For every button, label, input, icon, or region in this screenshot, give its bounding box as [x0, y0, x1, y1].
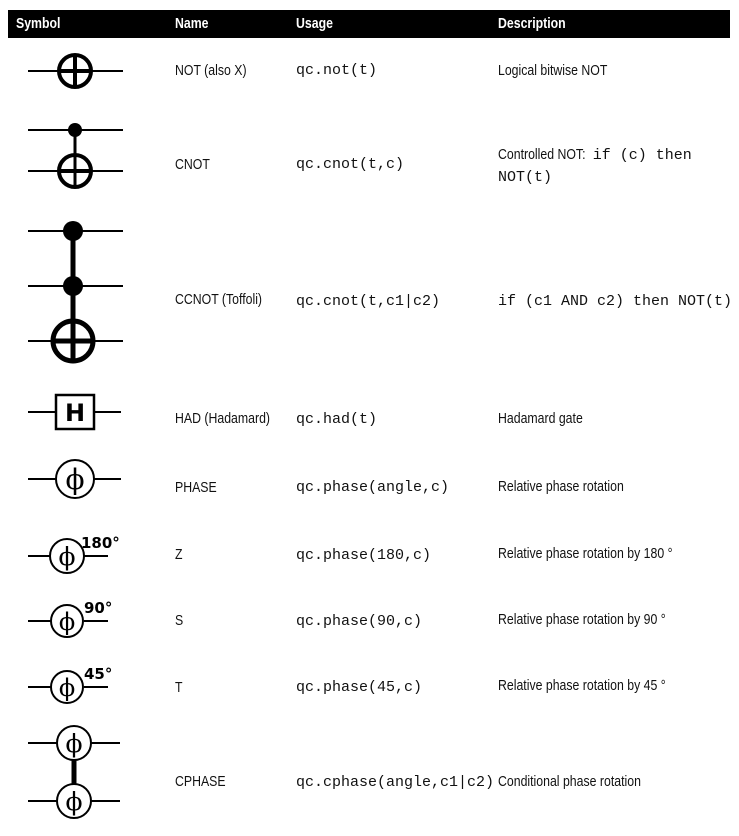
table-row: [8, 514, 730, 580]
gate-angle: 45°: [84, 665, 113, 683]
row-description: Relative phase rotation by 90 °: [498, 611, 666, 628]
gate-label: ϕ: [65, 787, 83, 816]
cphase-gate-icon: [8, 712, 168, 836]
gate-label: H: [64, 399, 86, 427]
table-row: [8, 712, 730, 836]
row-name: CCNOT (Toffoli): [175, 291, 263, 308]
row-description: Hadamard gate: [498, 410, 583, 427]
gate-label: ϕ: [58, 542, 76, 571]
table-header: [8, 10, 730, 38]
row-description: if (c1 AND c2) then NOT(t): [498, 293, 733, 310]
table-row: [8, 104, 730, 210]
cnot-gate-icon: [8, 104, 168, 210]
row-description: Logical bitwise NOT: [498, 62, 608, 79]
header-symbol: Symbol: [16, 15, 61, 32]
row-name: CNOT: [175, 156, 210, 173]
gate-label: ϕ: [58, 608, 76, 636]
table-row: [8, 444, 730, 514]
row-usage: qc.not(t): [296, 62, 378, 79]
table-row: [8, 580, 730, 646]
row-description: Relative phase rotation: [498, 478, 624, 495]
header-usage: Usage: [296, 15, 333, 32]
row-usage: qc.cphase(angle,c1|c2): [296, 774, 495, 791]
row-name: CPHASE: [175, 773, 226, 790]
table-row: [8, 646, 730, 712]
row-name: S: [175, 612, 184, 629]
not-gate-icon: [8, 38, 168, 104]
row-name: PHASE: [175, 479, 217, 496]
row-name: Z: [175, 546, 183, 563]
gate-label: ϕ: [65, 729, 83, 758]
row-usage: qc.had(t): [296, 411, 378, 428]
header-description: Description: [498, 15, 566, 32]
description-code: NOT(t): [498, 169, 553, 186]
z-gate-icon: [8, 514, 168, 580]
table-row: [8, 38, 730, 104]
gate-label: ϕ: [58, 674, 76, 702]
table-row: [8, 210, 733, 380]
ccnot-gate-icon: [8, 210, 168, 380]
row-usage: qc.cnot(t,c): [296, 156, 405, 173]
row-usage: qc.phase(angle,c): [296, 479, 450, 496]
table-row: [8, 380, 730, 444]
gate-angle: 180°: [81, 534, 120, 552]
description-text: Controlled NOT:: [498, 146, 586, 163]
row-description: Relative phase rotation by 180 °: [498, 545, 673, 562]
row-usage: qc.phase(45,c): [296, 679, 423, 696]
row-usage: qc.phase(90,c): [296, 613, 423, 630]
gate-angle: 90°: [84, 599, 113, 617]
t-gate-icon: [8, 646, 168, 712]
description-code: if (c) then: [592, 147, 692, 164]
row-name: HAD (Hadamard): [175, 410, 271, 427]
gate-label: ϕ: [65, 463, 85, 496]
header-name: Name: [175, 15, 209, 32]
hadamard-gate-icon: [8, 380, 168, 444]
s-gate-icon: [8, 580, 168, 646]
row-usage: qc.phase(180,c): [296, 547, 432, 564]
row-name: T: [175, 679, 183, 696]
row-description: Conditional phase rotation: [498, 773, 641, 790]
row-description: [498, 144, 692, 188]
row-usage: qc.cnot(t,c1|c2): [296, 293, 441, 310]
row-name: NOT (also X): [175, 62, 247, 79]
phase-gate-icon: [8, 444, 168, 514]
row-description: Relative phase rotation by 45 °: [498, 677, 666, 694]
